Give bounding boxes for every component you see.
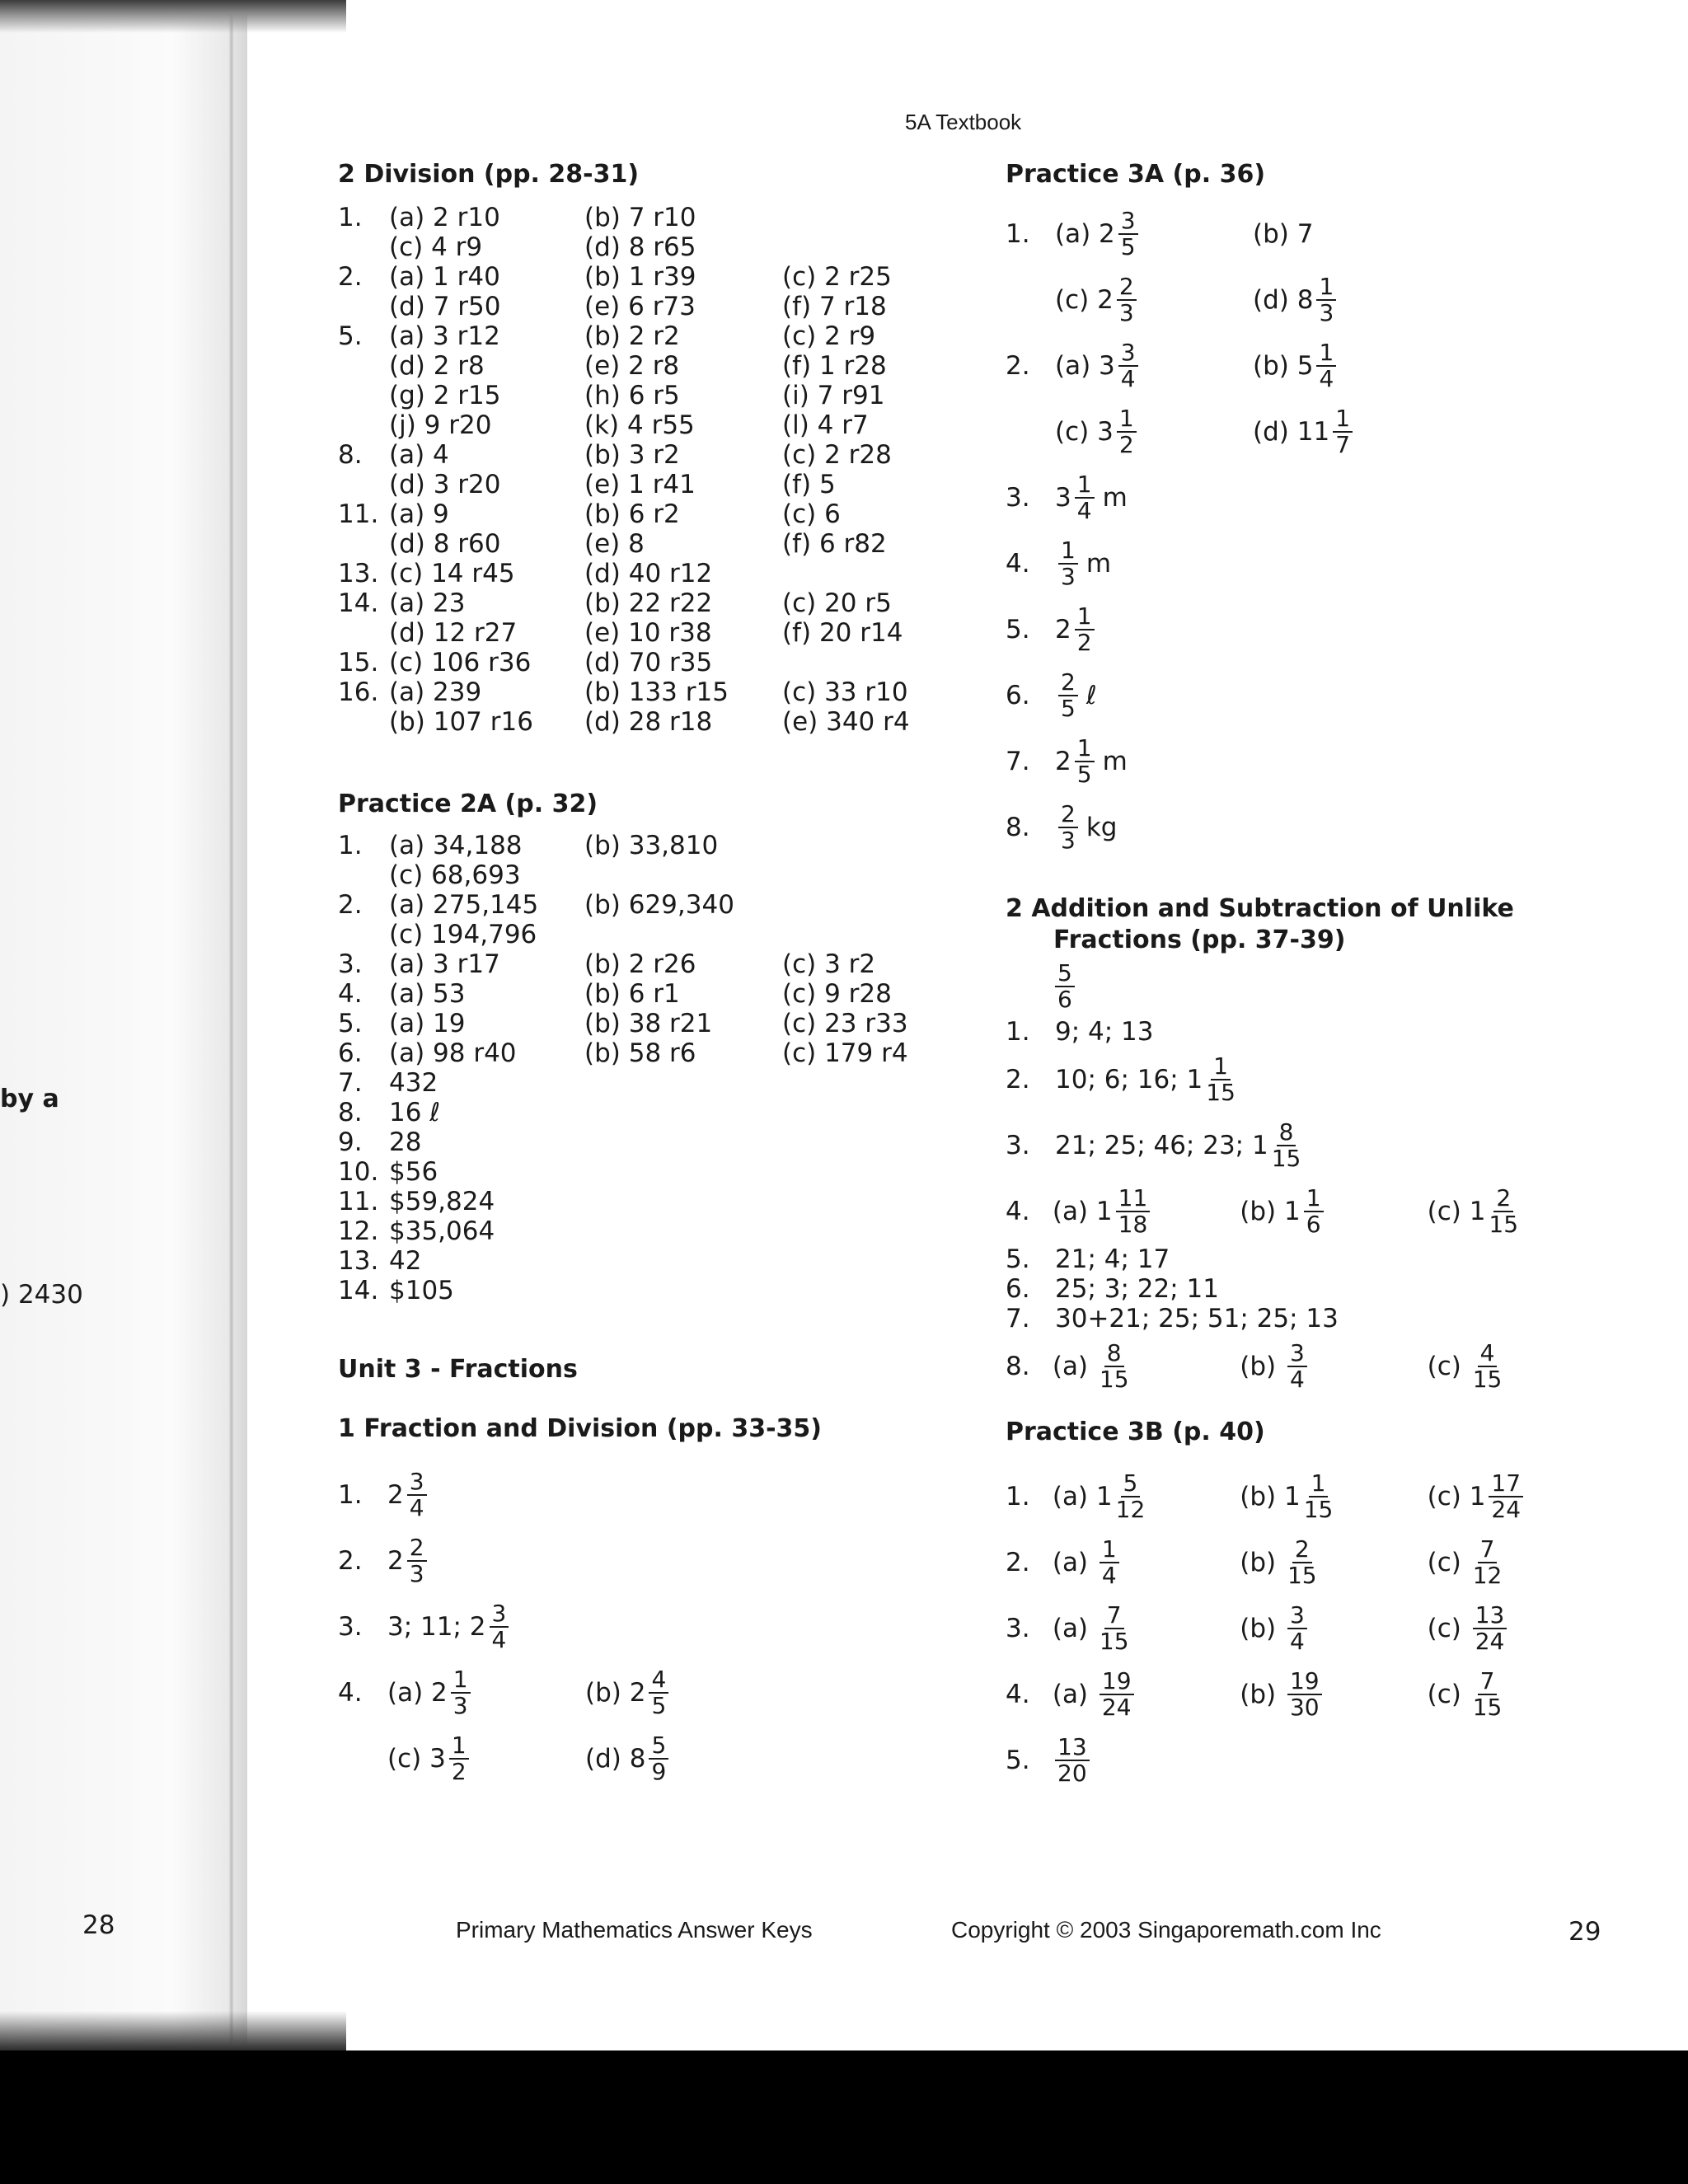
answer-cell: (c) 20 r5	[782, 588, 892, 618]
fraction: $\frac{2}{3}$	[1117, 274, 1137, 326]
right-column	[1006, 160, 1599, 1793]
answer-cell: (i) 7 r91	[782, 381, 885, 410]
answer-cell: (a) 2 r10	[389, 203, 500, 232]
answer-item: 1. 2 $\frac{3}{4}$	[338, 1462, 981, 1528]
answer-cell: 42	[389, 1246, 422, 1276]
fraction: $\frac{7}{15}$	[1099, 1601, 1129, 1655]
answer-item: 3. (a) $\frac{7}{15}$ (b) $\frac{3}{4}$ (c) $\frac{13}{24}$	[1006, 1596, 1599, 1661]
answer-cell: 28	[389, 1127, 422, 1157]
answer-cell: (a) 3 r17	[389, 949, 500, 979]
answer-cell: (e) 2 r8	[584, 351, 680, 381]
answer-cell: (b) 629,340	[584, 890, 734, 920]
answer-cell: (c) 4 r9	[389, 232, 483, 262]
answer-cell: (d) 3 r20	[389, 470, 501, 499]
answer-row	[338, 559, 981, 588]
answer-cell: (c) 9 r28	[782, 979, 892, 1009]
fraction: $\frac{1}{4}$	[1316, 340, 1336, 391]
answer-cell: (c) 179 r4	[782, 1038, 908, 1068]
answer-cell: (b) 7 r10	[584, 203, 696, 232]
footer-copyright: Copyright © 2003 Singaporemath.com Inc	[951, 1917, 1381, 1943]
answer-cell: (h) 6 r5	[584, 381, 680, 410]
answer-cell: 7.	[338, 1068, 363, 1098]
fraction: $\frac{7}{15}$	[1472, 1667, 1503, 1721]
fraction: $\frac{1}{2}$	[1117, 406, 1137, 457]
answer-item: 7. 30+21; 25; 51; 25; 13	[1006, 1304, 1339, 1333]
answer-cell: (k) 4 r55	[584, 410, 695, 440]
answer-cell: (b) 6 r1	[584, 979, 680, 1009]
answer-cell: 12.	[338, 1216, 379, 1246]
answer-cell: 5.	[338, 321, 363, 351]
book-spine-crease	[229, 0, 234, 2044]
footer-title: Primary Mathematics Answer Keys	[456, 1917, 813, 1943]
answer-cell: (c) 23 r33	[782, 1009, 908, 1038]
answer-row	[338, 1187, 981, 1216]
fraction: $\frac{7}{12}$	[1472, 1535, 1503, 1589]
answer-cell: (b) 6 r2	[584, 499, 680, 529]
answer-cell: (c) 3 r2	[782, 949, 876, 979]
answer-cell: (a) 9	[389, 499, 449, 529]
answer-cell: (b) 133 r15	[584, 677, 729, 707]
answer-row	[338, 920, 981, 949]
fraction: $\frac{1}{3}$	[1058, 538, 1078, 589]
left-page-text-fragment: ) 2430	[0, 1280, 83, 1310]
answer-row	[338, 232, 981, 262]
practice-2a-answer-list	[338, 831, 981, 1305]
answer-cell: (c) 33 r10	[782, 677, 908, 707]
answer-cell: (d) 40 r12	[584, 559, 713, 588]
answer-cell: 14.	[338, 588, 379, 618]
fraction: $\frac{19}{30}$	[1287, 1669, 1322, 1720]
section-heading: Practice 3A (p. 36)	[1006, 160, 1266, 189]
section-heading: 1 Fraction and Division (pp. 33-35)	[338, 1414, 823, 1443]
answer-cell: (b) 1 r39	[584, 262, 696, 292]
fraction: $\frac{19}{24}$	[1100, 1669, 1134, 1720]
fraction: $\frac{3}{4}$	[1118, 340, 1138, 391]
answer-row	[338, 440, 981, 470]
answer-cell: 13.	[338, 1246, 379, 1276]
answer-row	[338, 321, 981, 351]
fraction: $\frac{1}{4}$	[1075, 472, 1095, 523]
answer-cell: (a) 98 r40	[389, 1038, 517, 1068]
section-heading: Practice 3B (p. 40)	[1006, 1418, 1265, 1446]
answer-cell: (c) 2 r9	[782, 321, 876, 351]
answer-cell: (a) 23	[389, 588, 466, 618]
answer-cell: (c) 68,693	[389, 860, 521, 890]
answer-cell: (c) 14 r45	[389, 559, 515, 588]
answer-cell: (c) 194,796	[389, 920, 537, 949]
answer-cell: 8.	[338, 1098, 363, 1127]
answer-cell: (b) 3 r2	[584, 440, 680, 470]
scan-black-border	[0, 2050, 1688, 2184]
page-number: 29	[1568, 1917, 1601, 1947]
section-heading: 2 Division (pp. 28-31)	[338, 160, 640, 189]
answer-item: 5. $\frac{13}{20}$	[1006, 1727, 1599, 1793]
unit-heading: Unit 3 - Fractions	[338, 1355, 578, 1384]
answer-cell: 9.	[338, 1127, 363, 1157]
answer-cell: 2.	[338, 262, 363, 292]
answer-row	[338, 351, 981, 381]
answer-item: 1. 9; 4; 13	[1006, 1017, 1154, 1047]
answer-row	[338, 890, 981, 920]
answer-row	[338, 529, 981, 559]
answer-cell: (d) 8 r65	[584, 232, 696, 262]
fraction: $\frac{2}{3}$	[1058, 802, 1078, 853]
answer-item: 2. (a) 3 $\frac{3}{4}$ (b) 5 $\frac{1}{4}$	[1006, 333, 1599, 399]
answer-cell: (e) 1 r41	[584, 470, 696, 499]
answer-row	[338, 292, 981, 321]
answer-cell: (d) 70 r35	[584, 648, 713, 677]
answer-row	[338, 1246, 981, 1276]
answer-cell: 4.	[338, 979, 363, 1009]
answer-row	[338, 979, 981, 1009]
fraction: $\frac{3}{4}$	[490, 1601, 509, 1652]
answer-item: (c) 3 $\frac{1}{2}$ (d) 8 $\frac{5}{9}$	[338, 1726, 981, 1792]
left-page-number: 28	[82, 1910, 115, 1940]
answer-cell: (e) 6 r73	[584, 292, 696, 321]
answer-cell: $105	[389, 1276, 454, 1305]
fraction: $\frac{1}{3}$	[1316, 274, 1336, 326]
scan-shadow-top	[0, 0, 346, 33]
answer-cell: (b) 2 r26	[584, 949, 696, 979]
answer-item: 7. 2 $\frac{1}{5}$ m	[1006, 734, 1128, 788]
answer-item: 3. 3; 11; 2 $\frac{3}{4}$	[338, 1594, 981, 1660]
answer-item: 5. 21; 4; 17	[1006, 1244, 1170, 1274]
fraction: $\frac{1}{15}$	[1303, 1469, 1334, 1523]
answer-row	[338, 381, 981, 410]
answer-cell: (b) 38 r21	[584, 1009, 713, 1038]
answer-cell: (c) 106 r36	[389, 648, 532, 677]
fraction: $\frac{2}{5}$	[1058, 670, 1078, 721]
answer-cell: 16.	[338, 677, 379, 707]
left-column	[338, 160, 981, 1792]
fraction: $\frac{13}{24}$	[1473, 1603, 1507, 1654]
answer-cell: 11.	[338, 1187, 379, 1216]
answer-cell: (a) 239	[389, 677, 482, 707]
fraction: $\frac{1}{5}$	[1075, 736, 1095, 787]
answer-cell: 3.	[338, 949, 363, 979]
answer-cell: $56	[389, 1157, 438, 1187]
answer-cell: (a) 34,188	[389, 831, 523, 860]
answer-cell: (d) 8 r60	[389, 529, 501, 559]
answer-cell: 14.	[338, 1276, 379, 1305]
answer-cell: 16 ℓ	[389, 1098, 441, 1127]
answer-cell: (g) 2 r15	[389, 381, 501, 410]
fraction: $\frac{2}{15}$	[1287, 1535, 1317, 1589]
answer-cell: (b) 22 r22	[584, 588, 713, 618]
answer-cell: (c) 6	[782, 499, 841, 529]
answer-cell: (d) 2 r8	[389, 351, 485, 381]
answer-cell: (f) 1 r28	[782, 351, 887, 381]
answer-cell: 5.	[338, 1009, 363, 1038]
answer-item: 8. (a) $\frac{8}{15}$ (b) $\frac{3}{4}$ (c) $\frac{4}{15}$	[1006, 1339, 1503, 1393]
answer-row	[338, 1038, 981, 1068]
fraction: $\frac{11}{18}$	[1116, 1186, 1151, 1237]
answer-row	[338, 1009, 981, 1038]
answer-row	[338, 707, 981, 737]
answer-row	[338, 949, 981, 979]
answer-cell: 8.	[338, 440, 363, 470]
answer-item: 4. (a) 2 $\frac{1}{3}$ (b) 2 $\frac{4}{5}$	[338, 1660, 981, 1726]
answer-item: 4. $\frac{1}{3}$ m	[1006, 537, 1112, 590]
answer-row	[338, 1127, 981, 1157]
answer-item: 8. $\frac{2}{3}$ kg	[1006, 800, 1118, 854]
fraction: $\frac{2}{15}$	[1489, 1184, 1519, 1238]
answer-item: 1. (a) 2 $\frac{3}{5}$ (b) 7	[1006, 207, 1314, 260]
fraction: $\frac{1}{3}$	[451, 1667, 471, 1718]
fraction: $\frac{1}{4}$	[1100, 1537, 1119, 1588]
fraction: $\frac{17}{24}$	[1489, 1471, 1523, 1522]
answer-item: 4. (a) $\frac{19}{24}$ (b) $\frac{19}{30}$ (c) $\frac{7}{15}$	[1006, 1667, 1503, 1721]
answer-cell: (c) 2 r25	[782, 262, 892, 292]
answer-item: 6. 25; 3; 22; 11	[1006, 1274, 1219, 1304]
answer-row	[338, 203, 981, 232]
fraction: $\frac{4}{15}$	[1472, 1339, 1503, 1393]
fraction: $\frac{3}{5}$	[1118, 209, 1138, 260]
answer-row	[338, 499, 981, 529]
answer-item: 2. 10; 6; 16; 1 $\frac{1}{15}$	[1006, 1052, 1236, 1106]
answer-row	[338, 648, 981, 677]
division-answer-list	[338, 203, 981, 737]
fraction: $\frac{3}{4}$	[407, 1469, 427, 1521]
answer-cell: 2.	[338, 890, 363, 920]
answer-cell: (d) 28 r18	[584, 707, 713, 737]
answer-cell: 1.	[338, 203, 363, 232]
answer-cell: (e) 10 r38	[584, 618, 712, 648]
fraction: $\frac{3}{4}$	[1287, 1603, 1307, 1654]
answer-cell: (f) 5	[782, 470, 836, 499]
answer-item	[1006, 956, 1599, 1017]
fraction: $\frac{4}{5}$	[649, 1667, 668, 1718]
answer-item: 5. 2 $\frac{1}{2}$	[1006, 597, 1599, 663]
answer-cell: 11.	[338, 499, 379, 529]
answer-row	[338, 1276, 981, 1305]
fraction: $\frac{1}{2}$	[449, 1733, 469, 1784]
answer-row	[338, 470, 981, 499]
answer-cell: (d) 7 r50	[389, 292, 501, 321]
answer-cell: 15.	[338, 648, 379, 677]
answer-item: (c) 3 $\frac{1}{2}$ (d) 11 $\frac{1}{7}$	[1006, 399, 1599, 465]
section-heading: Practice 2A (p. 32)	[338, 790, 598, 818]
answer-row	[338, 1216, 981, 1246]
answer-cell: $35,064	[389, 1216, 495, 1246]
answer-item: 2. 2 $\frac{2}{3}$	[338, 1528, 981, 1594]
answer-cell: 13.	[338, 559, 379, 588]
answer-row	[338, 1157, 981, 1187]
answer-cell: 1.	[338, 831, 363, 860]
answer-cell: (a) 1 r40	[389, 262, 500, 292]
answer-cell: (a) 275,145	[389, 890, 539, 920]
answer-row	[338, 677, 981, 707]
answer-cell: (f) 20 r14	[782, 618, 903, 648]
page-header: 5A Textbook	[905, 110, 1022, 134]
fraction: $\frac{8}{15}$	[1271, 1118, 1301, 1172]
answer-row	[338, 831, 981, 860]
answer-item: 1. (a) 1 $\frac{5}{12}$ (b) 1 $\frac{1}{15}$ (c) 1 $\frac{17}{24}$	[1006, 1464, 1599, 1530]
fraction: $\frac{5}{6}$	[1055, 961, 1075, 1012]
section-heading: 2 Addition and Subtraction of Unlike Fractions (pp. 37-39)	[1006, 894, 1514, 954]
answer-cell: 6.	[338, 1038, 363, 1068]
fraction: $\frac{1}{15}$	[1206, 1052, 1236, 1106]
answer-cell: (f) 7 r18	[782, 292, 887, 321]
answer-cell: (j) 9 r20	[389, 410, 492, 440]
fraction: $\frac{13}{20}$	[1055, 1735, 1090, 1786]
answer-cell: (f) 6 r82	[782, 529, 887, 559]
answer-item: 2. (a) $\frac{1}{4}$ (b) $\frac{2}{15}$ (c) $\frac{7}{12}$	[1006, 1535, 1503, 1589]
answer-cell: (l) 4 r7	[782, 410, 869, 440]
fraction: $\frac{8}{15}$	[1099, 1339, 1129, 1393]
answer-row	[338, 410, 981, 440]
answer-cell: (b) 58 r6	[584, 1038, 696, 1068]
answer-cell: $59,824	[389, 1187, 495, 1216]
answer-cell: (e) 8	[584, 529, 645, 559]
answer-row	[338, 860, 981, 890]
fraction: $\frac{5}{9}$	[649, 1733, 668, 1784]
answer-cell: (a) 4	[389, 440, 449, 470]
answer-cell: (d) 12 r27	[389, 618, 518, 648]
answer-cell: (a) 53	[389, 979, 466, 1009]
fraction: $\frac{1}{6}$	[1304, 1186, 1324, 1237]
answer-item: (c) 2 $\frac{2}{3}$ (d) 8 $\frac{1}{3}$	[1006, 267, 1599, 333]
answer-cell: (c) 2 r28	[782, 440, 892, 470]
answer-cell: (e) 340 r4	[782, 707, 910, 737]
fraction: $\frac{5}{12}$	[1115, 1469, 1146, 1523]
answer-item: 3. 21; 25; 46; 23; 1 $\frac{8}{15}$	[1006, 1118, 1301, 1172]
answer-item: 3. 3 $\frac{1}{4}$ m	[1006, 471, 1128, 524]
answer-row	[338, 588, 981, 618]
fraction: $\frac{1}{2}$	[1075, 604, 1095, 655]
answer-cell: (a) 19	[389, 1009, 466, 1038]
fraction: $\frac{2}{3}$	[407, 1535, 427, 1586]
answer-cell: (a) 3 r12	[389, 321, 500, 351]
answer-cell: (b) 2 r2	[584, 321, 680, 351]
answer-item: 6. $\frac{2}{5}$ ℓ	[1006, 668, 1097, 722]
answer-row	[338, 1068, 981, 1098]
fraction: $\frac{1}{7}$	[1333, 406, 1353, 457]
answer-cell: 10.	[338, 1157, 379, 1187]
answer-row	[338, 1098, 981, 1127]
answer-cell: 432	[389, 1068, 438, 1098]
answer-cell: (b) 33,810	[584, 831, 719, 860]
answer-cell: (b) 107 r16	[389, 707, 533, 737]
answer-row	[338, 618, 981, 648]
answer-row	[338, 262, 981, 292]
fraction: $\frac{3}{4}$	[1287, 1341, 1307, 1392]
left-page-text-fragment: by a	[0, 1085, 59, 1113]
answer-item: 4. (a) 1 $\frac{11}{18}$ (b) 1 $\frac{1}{6}$ (c) 1 $\frac{2}{15}$	[1006, 1184, 1519, 1238]
